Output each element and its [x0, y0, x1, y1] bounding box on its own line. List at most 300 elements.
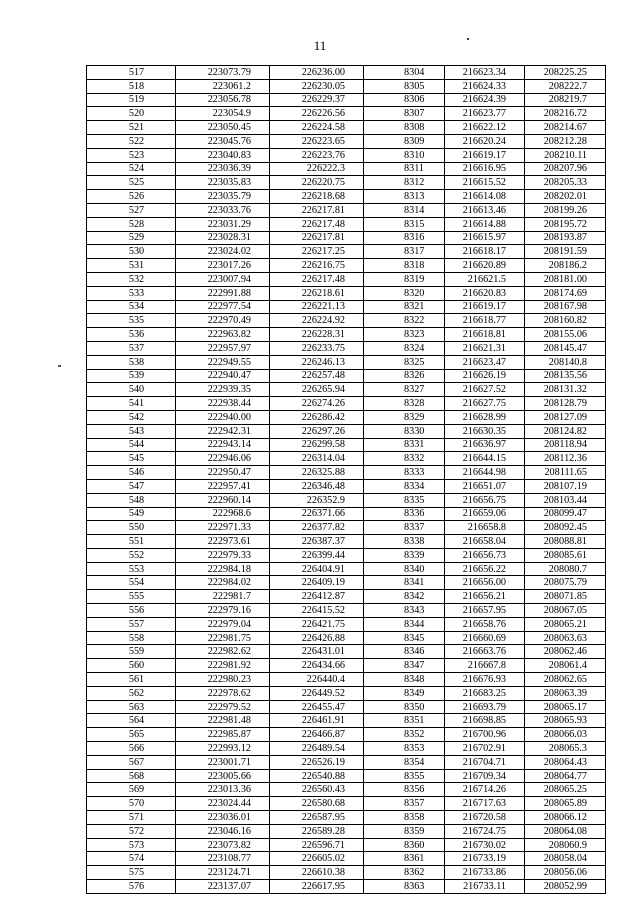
- table-cell: 222940.47: [176, 369, 270, 383]
- table-cell: 222970.49: [176, 314, 270, 328]
- table-cell: 222981.48: [176, 714, 270, 728]
- table-cell: 208118.94: [525, 438, 606, 452]
- table-cell: 208066.12: [525, 811, 606, 825]
- table-cell: 216702.91: [445, 742, 525, 756]
- table-cell: 223045.76: [176, 134, 270, 148]
- table-row: [87, 880, 606, 894]
- table-cell: 8353: [364, 742, 445, 756]
- table-row: [87, 314, 606, 328]
- table-cell: 226230.05: [270, 79, 364, 93]
- table-cell: 226560.43: [270, 783, 364, 797]
- table-cell: 568: [87, 769, 176, 783]
- table-cell: 208131.32: [525, 383, 606, 397]
- table-cell: 216644.15: [445, 452, 525, 466]
- table-cell: 222979.52: [176, 700, 270, 714]
- table-cell: 226387.37: [270, 535, 364, 549]
- table-cell: 222982.62: [176, 645, 270, 659]
- table-cell: 216733.11: [445, 880, 525, 894]
- table-cell: 226352.9: [270, 493, 364, 507]
- table-cell: 226489.54: [270, 742, 364, 756]
- table-cell: 8320: [364, 286, 445, 300]
- table-cell: 208181.00: [525, 272, 606, 286]
- table-cell: 208065.3: [525, 742, 606, 756]
- table-cell: 226415.52: [270, 604, 364, 618]
- table-cell: 208065.25: [525, 783, 606, 797]
- table-cell: 8316: [364, 231, 445, 245]
- table-cell: 223024.44: [176, 797, 270, 811]
- table-cell: 8313: [364, 190, 445, 204]
- table-cell: 526: [87, 190, 176, 204]
- table-row: [87, 148, 606, 162]
- table-cell: 208062.65: [525, 673, 606, 687]
- table-cell: 208099.47: [525, 507, 606, 521]
- table-cell: 8332: [364, 452, 445, 466]
- table-cell: 208191.59: [525, 245, 606, 259]
- table-cell: 222984.02: [176, 576, 270, 590]
- table-cell: 226228.31: [270, 328, 364, 342]
- table-cell: 226220.75: [270, 176, 364, 190]
- table-cell: 208210.11: [525, 148, 606, 162]
- table-cell: 216656.73: [445, 548, 525, 562]
- table-cell: 223028.31: [176, 231, 270, 245]
- table-cell: 226297.26: [270, 424, 364, 438]
- table-cell: 223017.26: [176, 259, 270, 273]
- table-cell: 561: [87, 673, 176, 687]
- table-cell: 226605.02: [270, 852, 364, 866]
- table-cell: 226221.13: [270, 300, 364, 314]
- table-cell: 8310: [364, 148, 445, 162]
- table-cell: 529: [87, 231, 176, 245]
- table-cell: 226461.91: [270, 714, 364, 728]
- table-cell: 222984.18: [176, 562, 270, 576]
- table-cell: 567: [87, 755, 176, 769]
- table-cell: 8305: [364, 79, 445, 93]
- table-cell: 222971.33: [176, 521, 270, 535]
- table-cell: 8331: [364, 438, 445, 452]
- table-cell: 208103.44: [525, 493, 606, 507]
- table-cell: 525: [87, 176, 176, 190]
- table-cell: 226233.75: [270, 341, 364, 355]
- table-cell: 8334: [364, 479, 445, 493]
- table-row: [87, 604, 606, 618]
- table-row: [87, 410, 606, 424]
- table-cell: 571: [87, 811, 176, 825]
- table-cell: 519: [87, 93, 176, 107]
- table-cell: 8311: [364, 162, 445, 176]
- table-cell: 208064.08: [525, 824, 606, 838]
- table-cell: 570: [87, 797, 176, 811]
- table-cell: 222963.82: [176, 328, 270, 342]
- table-row: [87, 300, 606, 314]
- table-cell: 8348: [364, 673, 445, 687]
- table-cell: 538: [87, 355, 176, 369]
- table-row: [87, 797, 606, 811]
- table-cell: 524: [87, 162, 176, 176]
- table-cell: 8347: [364, 659, 445, 673]
- table-cell: 8350: [364, 700, 445, 714]
- table-cell: 208092.45: [525, 521, 606, 535]
- table-row: [87, 838, 606, 852]
- table-cell: 216733.86: [445, 866, 525, 880]
- table-cell: 222942.31: [176, 424, 270, 438]
- speck-mark: [467, 38, 469, 40]
- table-cell: 226229.37: [270, 93, 364, 107]
- table-cell: 222950.47: [176, 466, 270, 480]
- table-cell: 8361: [364, 852, 445, 866]
- table-row: [87, 673, 606, 687]
- table-cell: 539: [87, 369, 176, 383]
- table-cell: 223035.83: [176, 176, 270, 190]
- table-cell: 226434.66: [270, 659, 364, 673]
- table-cell: 216614.08: [445, 190, 525, 204]
- table-cell: 558: [87, 631, 176, 645]
- table-row: [87, 521, 606, 535]
- table-cell: 222960.14: [176, 493, 270, 507]
- table-cell: 8304: [364, 66, 445, 80]
- table-row: [87, 383, 606, 397]
- table-cell: 222957.97: [176, 341, 270, 355]
- table-cell: 216676.93: [445, 673, 525, 687]
- table-cell: 222957.41: [176, 479, 270, 493]
- table-cell: 226299.58: [270, 438, 364, 452]
- table-cell: 216618.81: [445, 328, 525, 342]
- table-cell: 226286.42: [270, 410, 364, 424]
- table-row: [87, 769, 606, 783]
- table-cell: 554: [87, 576, 176, 590]
- table-cell: 222946.06: [176, 452, 270, 466]
- table-row: [87, 479, 606, 493]
- table-cell: 223033.76: [176, 203, 270, 217]
- table-cell: 208214.67: [525, 121, 606, 135]
- table-cell: 556: [87, 604, 176, 618]
- table-cell: 8355: [364, 769, 445, 783]
- table-cell: 216724.75: [445, 824, 525, 838]
- table-row: [87, 824, 606, 838]
- table-cell: 8329: [364, 410, 445, 424]
- table-cell: 8321: [364, 300, 445, 314]
- table-cell: 8315: [364, 217, 445, 231]
- table-cell: 8360: [364, 838, 445, 852]
- table-cell: 226466.87: [270, 728, 364, 742]
- table-cell: 530: [87, 245, 176, 259]
- table-cell: 208062.46: [525, 645, 606, 659]
- table-cell: 208065.89: [525, 797, 606, 811]
- table-cell: 223050.45: [176, 121, 270, 135]
- table-cell: 208065.21: [525, 617, 606, 631]
- table-cell: 208061.4: [525, 659, 606, 673]
- table-cell: 208111.65: [525, 466, 606, 480]
- table-cell: 548: [87, 493, 176, 507]
- table-cell: 208107.19: [525, 479, 606, 493]
- table-cell: 226226.56: [270, 107, 364, 121]
- table-cell: 564: [87, 714, 176, 728]
- table-cell: 216624.33: [445, 79, 525, 93]
- table-cell: 535: [87, 314, 176, 328]
- table-cell: 208145.47: [525, 341, 606, 355]
- table-cell: 216614.88: [445, 217, 525, 231]
- table-cell: 216623.34: [445, 66, 525, 80]
- table-cell: 223056.78: [176, 93, 270, 107]
- table-cell: 208167.98: [525, 300, 606, 314]
- table-row: [87, 424, 606, 438]
- table-cell: 208080.7: [525, 562, 606, 576]
- table-cell: 226314.04: [270, 452, 364, 466]
- table-row: [87, 590, 606, 604]
- table-cell: 553: [87, 562, 176, 576]
- table-row: [87, 190, 606, 204]
- table-cell: 226610.38: [270, 866, 364, 880]
- table-cell: 8352: [364, 728, 445, 742]
- table-row: [87, 341, 606, 355]
- table-cell: 226224.58: [270, 121, 364, 135]
- table-cell: 222985.87: [176, 728, 270, 742]
- table-cell: 8341: [364, 576, 445, 590]
- table-cell: 216658.04: [445, 535, 525, 549]
- table-cell: 226412.87: [270, 590, 364, 604]
- table-cell: 543: [87, 424, 176, 438]
- table-cell: 546: [87, 466, 176, 480]
- table-cell: 226421.75: [270, 617, 364, 631]
- table-cell: 216659.06: [445, 507, 525, 521]
- table-cell: 223040.83: [176, 148, 270, 162]
- table-cell: 8359: [364, 824, 445, 838]
- table-cell: 226409.19: [270, 576, 364, 590]
- table-cell: 222993.12: [176, 742, 270, 756]
- table-row: [87, 355, 606, 369]
- table-cell: 226440.4: [270, 673, 364, 687]
- table-cell: 216621.5: [445, 272, 525, 286]
- table-cell: 208193.87: [525, 231, 606, 245]
- table-cell: 223001.71: [176, 755, 270, 769]
- table-cell: 226346.48: [270, 479, 364, 493]
- table-row: [87, 134, 606, 148]
- table-cell: 518: [87, 79, 176, 93]
- table-cell: 208225.25: [525, 66, 606, 80]
- table-row: [87, 700, 606, 714]
- table-cell: 557: [87, 617, 176, 631]
- table-cell: 222973.61: [176, 535, 270, 549]
- table-cell: 226377.82: [270, 521, 364, 535]
- table-cell: 226223.65: [270, 134, 364, 148]
- table-cell: 223036.39: [176, 162, 270, 176]
- table-cell: 216627.75: [445, 397, 525, 411]
- table-row: [87, 728, 606, 742]
- table-cell: 222977.54: [176, 300, 270, 314]
- table-cell: 533: [87, 286, 176, 300]
- table-cell: 8358: [364, 811, 445, 825]
- table-row: [87, 176, 606, 190]
- table-cell: 216618.77: [445, 314, 525, 328]
- table-cell: 216667.8: [445, 659, 525, 673]
- table-cell: 226540.88: [270, 769, 364, 783]
- table-row: [87, 397, 606, 411]
- table-row: [87, 231, 606, 245]
- table-cell: 226455.47: [270, 700, 364, 714]
- table-cell: 8338: [364, 535, 445, 549]
- table-row: [87, 645, 606, 659]
- table-cell: 208085.61: [525, 548, 606, 562]
- table-cell: 222979.16: [176, 604, 270, 618]
- table-cell: 226218.61: [270, 286, 364, 300]
- table-row: [87, 452, 606, 466]
- table-cell: 226371.66: [270, 507, 364, 521]
- table-cell: 208212.28: [525, 134, 606, 148]
- table-cell: 223035.79: [176, 190, 270, 204]
- table-cell: 208071.85: [525, 590, 606, 604]
- table-row: [87, 742, 606, 756]
- table-cell: 208075.79: [525, 576, 606, 590]
- table-cell: 208065.93: [525, 714, 606, 728]
- page-number: 11: [313, 38, 327, 53]
- table-cell: 216717.63: [445, 797, 525, 811]
- table-cell: 208195.72: [525, 217, 606, 231]
- table-cell: 544: [87, 438, 176, 452]
- table-cell: 226217.25: [270, 245, 364, 259]
- table-cell: 216619.17: [445, 148, 525, 162]
- table-cell: 542: [87, 410, 176, 424]
- coordinates-table: [86, 65, 606, 894]
- table-cell: 226257.48: [270, 369, 364, 383]
- table-cell: 8356: [364, 783, 445, 797]
- table-row: [87, 714, 606, 728]
- table-cell: 8335: [364, 493, 445, 507]
- table-cell: 8345: [364, 631, 445, 645]
- table-row: [87, 272, 606, 286]
- table-cell: 536: [87, 328, 176, 342]
- table-cell: 8327: [364, 383, 445, 397]
- table-cell: 208174.69: [525, 286, 606, 300]
- table-cell: 222940.00: [176, 410, 270, 424]
- table-cell: 8342: [364, 590, 445, 604]
- table-row: [87, 245, 606, 259]
- table-cell: 552: [87, 548, 176, 562]
- table-cell: 216627.52: [445, 383, 525, 397]
- table-cell: 226431.01: [270, 645, 364, 659]
- table-cell: 216657.95: [445, 604, 525, 618]
- table-cell: 8357: [364, 797, 445, 811]
- table-cell: 8326: [364, 369, 445, 383]
- table-row: [87, 121, 606, 135]
- table-row: [87, 93, 606, 107]
- table-row: [87, 259, 606, 273]
- margin-mark: [58, 365, 61, 367]
- table-cell: 8308: [364, 121, 445, 135]
- table-cell: 8312: [364, 176, 445, 190]
- table-cell: 563: [87, 700, 176, 714]
- table-cell: 208058.04: [525, 852, 606, 866]
- table-cell: 8349: [364, 686, 445, 700]
- table-row: [87, 203, 606, 217]
- table-cell: 208202.01: [525, 190, 606, 204]
- table-cell: 8346: [364, 645, 445, 659]
- table-cell: 216613.46: [445, 203, 525, 217]
- table-cell: 226217.48: [270, 217, 364, 231]
- table-cell: 226216.75: [270, 259, 364, 273]
- table-row: [87, 866, 606, 880]
- table-cell: 208066.03: [525, 728, 606, 742]
- table-cell: 555: [87, 590, 176, 604]
- table-cell: 216660.69: [445, 631, 525, 645]
- table-cell: 216656.75: [445, 493, 525, 507]
- table-cell: 208155.06: [525, 328, 606, 342]
- table-cell: 216658.76: [445, 617, 525, 631]
- table-cell: 8363: [364, 880, 445, 894]
- table-cell: 208219.7: [525, 93, 606, 107]
- table-cell: 216656.22: [445, 562, 525, 576]
- table-cell: 573: [87, 838, 176, 852]
- table-cell: 216656.00: [445, 576, 525, 590]
- table-cell: 223073.79: [176, 66, 270, 80]
- table-cell: 208124.82: [525, 424, 606, 438]
- table-cell: 222968.6: [176, 507, 270, 521]
- table-cell: 216615.52: [445, 176, 525, 190]
- table-cell: 226223.76: [270, 148, 364, 162]
- table-cell: 216620.83: [445, 286, 525, 300]
- table-cell: 8362: [364, 866, 445, 880]
- table-row: [87, 217, 606, 231]
- table-cell: 547: [87, 479, 176, 493]
- table-cell: 208052.99: [525, 880, 606, 894]
- table-cell: 216621.31: [445, 341, 525, 355]
- table-cell: 216620.89: [445, 259, 525, 273]
- table-cell: 566: [87, 742, 176, 756]
- table-row: [87, 617, 606, 631]
- table-cell: 226399.44: [270, 548, 364, 562]
- table-cell: 216693.79: [445, 700, 525, 714]
- table-cell: 208216.72: [525, 107, 606, 121]
- table-row: [87, 783, 606, 797]
- table-cell: 8306: [364, 93, 445, 107]
- table-row: [87, 659, 606, 673]
- table-cell: 216622.12: [445, 121, 525, 135]
- table-cell: 8325: [364, 355, 445, 369]
- table-cell: 226580.68: [270, 797, 364, 811]
- table-cell: 223073.82: [176, 838, 270, 852]
- table-cell: 226617.95: [270, 880, 364, 894]
- table-cell: 216623.47: [445, 355, 525, 369]
- table-cell: 216720.58: [445, 811, 525, 825]
- table-cell: 8314: [364, 203, 445, 217]
- table-cell: 208060.9: [525, 838, 606, 852]
- table-cell: 549: [87, 507, 176, 521]
- table-cell: 8344: [364, 617, 445, 631]
- table-cell: 216683.25: [445, 686, 525, 700]
- table-row: [87, 535, 606, 549]
- table-cell: 575: [87, 866, 176, 880]
- table-cell: 223007.94: [176, 272, 270, 286]
- table-cell: 216700.96: [445, 728, 525, 742]
- table-cell: 222949.55: [176, 355, 270, 369]
- table-cell: 8309: [364, 134, 445, 148]
- table-cell: 222981.75: [176, 631, 270, 645]
- table-cell: 523: [87, 148, 176, 162]
- table-cell: 226449.52: [270, 686, 364, 700]
- table-row: [87, 755, 606, 769]
- table-cell: 222980.23: [176, 673, 270, 687]
- table-cell: 226265.94: [270, 383, 364, 397]
- table-cell: 226217.81: [270, 231, 364, 245]
- table-cell: 222979.04: [176, 617, 270, 631]
- table-cell: 8307: [364, 107, 445, 121]
- table-cell: 559: [87, 645, 176, 659]
- table-cell: 208064.43: [525, 755, 606, 769]
- table-cell: 565: [87, 728, 176, 742]
- table-cell: 545: [87, 452, 176, 466]
- table-cell: 226217.81: [270, 203, 364, 217]
- table-row: [87, 79, 606, 93]
- table-cell: 537: [87, 341, 176, 355]
- table-cell: 226217.48: [270, 272, 364, 286]
